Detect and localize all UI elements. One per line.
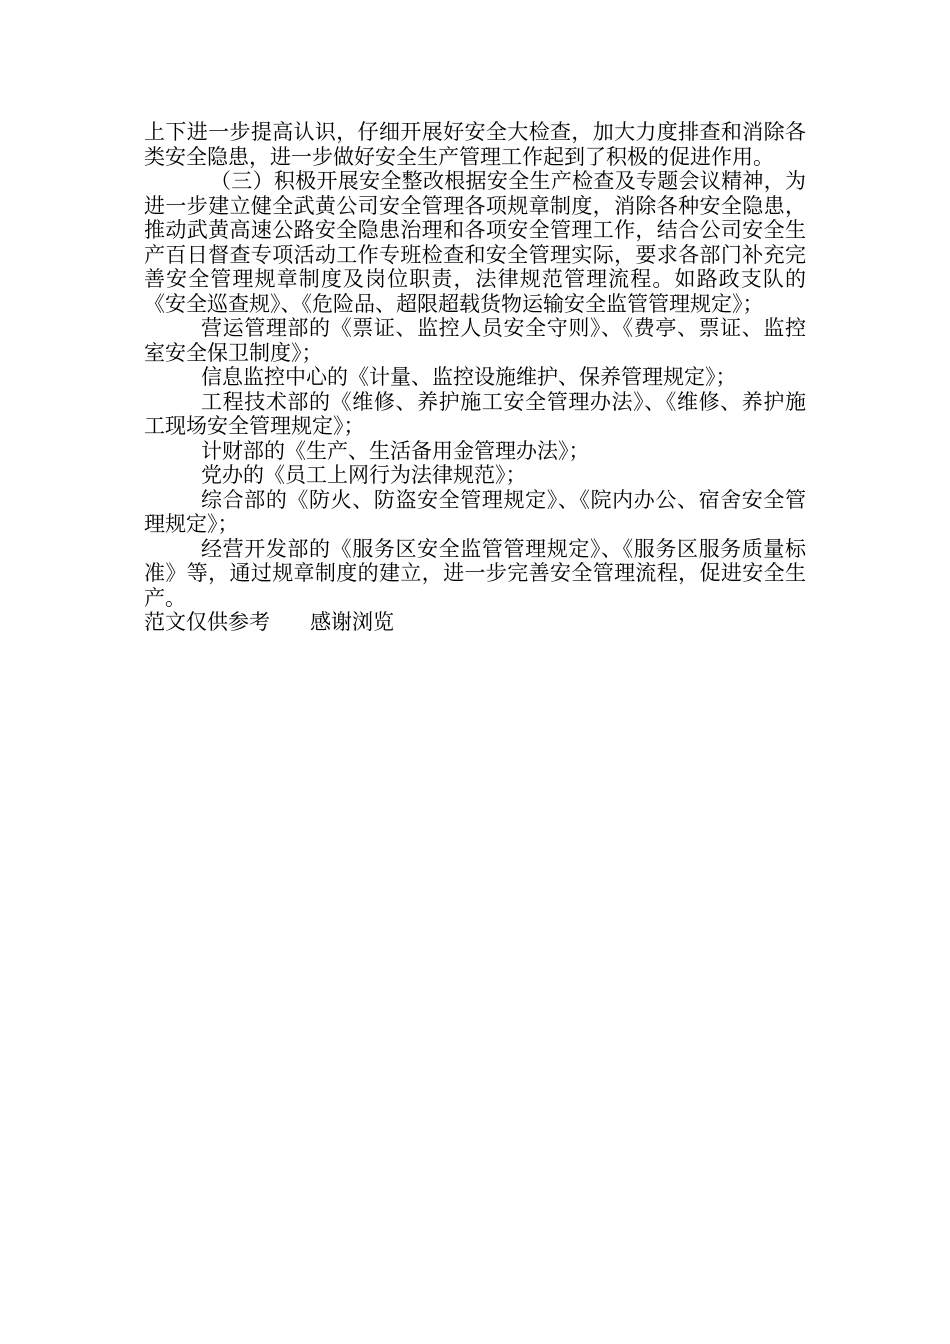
- paragraph-operations-dept: 营运管理部的《票证、监控人员安全守则》、《费亭、票证、监控室安全保卫制度》；: [144, 316, 806, 365]
- paragraph-finance-dept: 计财部的《生产、生活备用金管理办法》；: [201, 438, 590, 463]
- paragraph-section-three: （三）积极开展安全整改根据安全生产检查及专题会议精神，为进一步建立健全武黄公司安全管理各项规章制度，消除各种安全隐患，推动武黄高速公路安全隐患治理和各项安全管理工作，结合公司安全生产百日督查专项活动工作专班检查和安全管理实际，要求各部门补充完善安全管理规章制度及岗位职责，法律规范管理流程。如路政支队的《安全巡查规》、《危险品、超限超载货物运输安全监管管理规定》；: [144, 169, 806, 316]
- paragraph-engineering-dept: 工程技术部的《维修、养护施工安全管理办法》、《维修、养护施工现场安全管理规定》；: [144, 389, 806, 438]
- paragraph-party-office: 党办的《员工上网行为法律规范》；: [201, 463, 527, 487]
- paragraph-info-monitoring: 信息监控中心的《计量、监控设施维护、保养管理规定》；: [201, 365, 737, 389]
- paragraph-business-dev: 经营开发部的《服务区安全监管管理规定》、《服务区服务质量标准》等，通过规章制度的建立，进一步完善安全管理流程，促进安全生产。: [144, 536, 806, 610]
- footer-left-text: 范文仅供参考: [144, 610, 270, 634]
- document-body: [144, 120, 806, 635]
- paragraph-general-dept: 综合部的《防火、防盗安全管理规定》、《院内办公、宿舍安全管理规定》；: [144, 487, 806, 536]
- footer-right-text: 感谢浏览: [310, 610, 395, 634]
- footer-note: [144, 610, 806, 635]
- paragraph-continuation: 上下进一步提高认识，仔细开展好安全大检查，加大力度排查和消除各类安全隐患，进一步做好安全生产管理工作起到了积极的促进作用。: [144, 120, 806, 169]
